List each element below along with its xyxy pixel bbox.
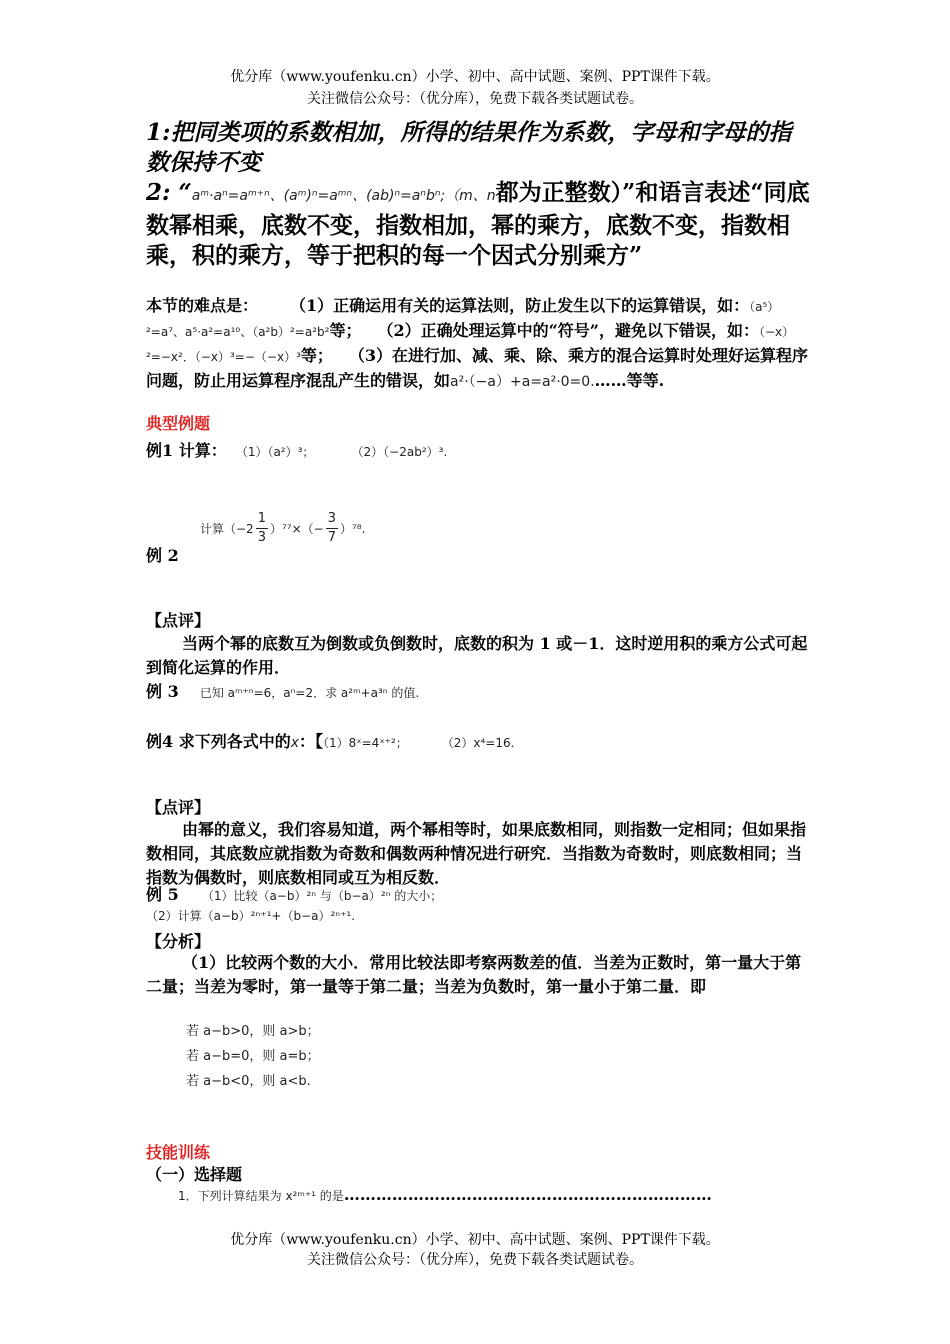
difficulty-example-2: （−x）²=−x²．（−x）³=−（−x）³ [146,325,795,364]
example-1 [146,438,811,461]
difficulty-part-2: 等； （2）正确处理运算中的“符号”，避免以下错误，如： [329,321,759,340]
question-1-leader-dots: …………………………………………………………… [343,1185,712,1204]
example-4-colon: ：【 [299,732,324,751]
analysis-case-1: 若 a−b>0，则 a>b； [186,1024,320,1039]
fraction-2-numerator: 3 [326,510,338,529]
analysis-label: 【分析】 [146,932,211,951]
example-2-fraction-1 [256,510,268,547]
fraction-2-denominator: 7 [327,530,336,545]
difficulty-part-1: 本节的难点是： （1）正确运用有关的运算法则，防止发生以下的运算错误，如： [146,296,750,315]
fraction-1-numerator: 1 [256,510,268,529]
example-2-suffix: ）⁷⁸. [340,522,366,536]
header-line-1: 优分库（www.youfenku.cn）小学、初中、高中试题、案例、PPT课件下载。 [230,69,720,85]
difficulty-example-1: （a⁵）²=a⁷、a⁵·a²=a¹⁰、（a²b）²=a²b² [146,300,780,339]
point-2-suffix: 都为正整数）”和语言表述“同底数幂相乘，底数不变，指数相加，幂的乘方，底数不变，指数相乘，积的乘方，等于把积的每一个因式分别乘方” [146,179,810,269]
example-1-label: 例1 计算： [146,441,227,460]
analysis-text: （1）比较两个数的大小．常用比较法即考察两数差的值．当差为正数时，第一量大于第二量；当差为零时，第一量等于第二量；当差为负数时，第一量小于第二量．即 [146,953,802,996]
question-1-text: 1．下列计算结果为 x²ᵐ⁺¹ 的是 [178,1189,344,1203]
point-2-prefix: 2: “ [146,179,192,206]
footer-line-2: 关注微信公众号：（优分库），免费下载各类试题试卷。 [307,1252,643,1268]
point-2-formulas: aᵐ·aⁿ=aᵐ⁺ⁿ、(aᵐ)ⁿ=aᵐⁿ、(ab)ⁿ=aⁿbⁿ;（m、n [191,188,496,204]
example-2-middle: ）⁷⁷×（− [269,522,324,536]
example-4-variable: x [290,735,300,751]
example-4 [146,729,811,752]
example-4-q2: （2）x⁴=16. [447,736,515,750]
comment-2-text: 由幂的意义，我们容易知道，两个幂相等时，如果底数相同，则指数一定相同；但如果指数相同，其底数应就指数为奇数和偶数两种情况进行研究．当指数为奇数时，则底数相同；当指数为偶数时，则底数相同或互为相反数． [146,820,807,887]
example-1-q1: （1）（a²）³； [235,445,315,459]
difficulty-example-3: a²·（−a）+a=a²·0=0. [450,374,595,390]
comment-1-label: 【点评】 [146,611,211,630]
footer-line-1: 优分库（www.youfenku.cn）小学、初中、高中试题、案例、PPT课件下载。 [230,1232,720,1248]
example-2-label: 例 2 [146,546,179,565]
example-4-q1: （1）8ˣ=4ˣ⁺²； [323,736,408,750]
example-3-label: 例 3 [146,682,179,701]
example-5 [146,882,811,905]
example-3 [146,679,811,702]
fraction-1-denominator: 3 [257,530,266,545]
typical-examples-title: 典型例题 [146,414,211,433]
comment-2-label: 【点评】 [146,798,211,817]
example-1-q2: （2）（−2ab²）³. [351,445,448,459]
example-3-text: 已知 aᵐ⁺ⁿ=6，aⁿ=2．求 a²ᵐ+a³ⁿ 的值. [199,686,420,700]
skills-training-title: 技能训练 [146,1143,211,1162]
comment-1-text: 当两个幂的底数互为倒数或负倒数时，底数的积为 1 或－1．这时逆用积的乘方公式可起到简化运算的作用． [146,634,808,677]
point-2 [146,178,811,271]
question-1 [178,1185,818,1204]
example-5-q2: （2）计算（a−b）²ⁿ⁺¹+（b−a）²ⁿ⁺¹. [146,909,356,923]
difficulty-paragraph [146,294,811,394]
example-5-q1: （1）比较（a−b）²ⁿ 与（b−a）²ⁿ 的大小； [201,889,443,903]
example-2-expression [200,510,600,547]
point-1: 1:把同类项的系数相加，所得的结果作为系数，字母和字母的指数保持不变 [146,119,792,176]
difficulty-part-3: 等； （3）在进行加、减、乘、除、乘方的混合运算时处理好运算程序问题，防止用运算程序混乱产生的错误，如 [146,346,809,390]
example-4-label: 例4 求下列各式中的 [146,732,291,751]
example-2-fraction-2 [326,510,338,547]
choice-section-title: （一）选择题 [146,1165,243,1184]
analysis-case-3: 若 a−b<0，则 a<b. [186,1074,311,1089]
header-line-2: 关注微信公众号：（优分库），免费下载各类试题试卷。 [307,91,643,107]
example-2-prefix: 计算（−2 [200,522,254,536]
difficulty-part-4: ……等等. [594,371,665,390]
example-5-label: 例 5 [146,885,179,904]
analysis-case-2: 若 a−b=0，则 a=b； [186,1049,320,1064]
